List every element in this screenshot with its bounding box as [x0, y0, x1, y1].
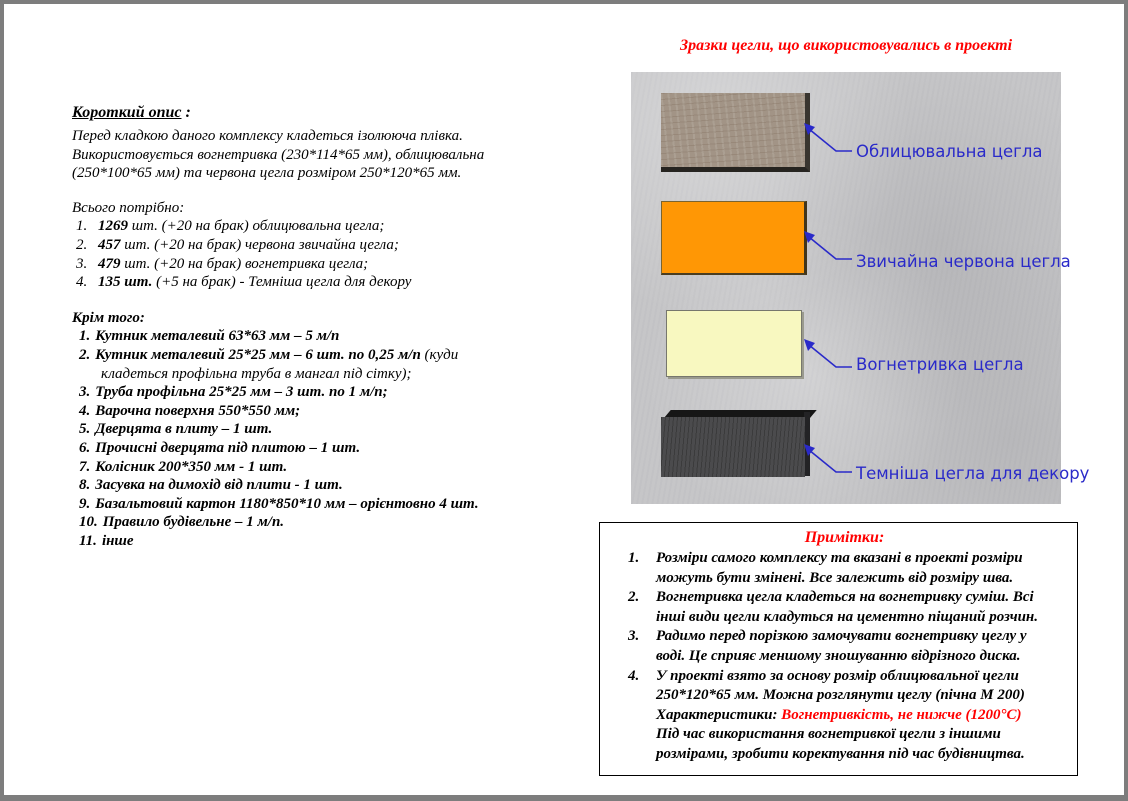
extras-heading: Крім того:	[72, 309, 145, 326]
note-number: 4.	[628, 667, 640, 684]
note-line: Вогнетривка цегла кладеться на вогнетривку суміш. Всі	[656, 589, 1034, 606]
red-brick-image	[661, 201, 807, 275]
description-line: (250*100*65 мм) та червона цегла розміром 250*120*65 мм.	[72, 165, 462, 182]
dark-brick-image	[661, 417, 805, 477]
note-line: розмірами, зробити коректування під час будівництва.	[656, 745, 1025, 762]
extras-item	[72, 439, 572, 458]
item-text: Кутник металевий 25*25 мм – 6 шт. по 0,25 м/п	[95, 346, 421, 363]
sample-label-red-brick: Звичайна червона цегла	[856, 252, 1071, 271]
notes-heading: Примітки:	[804, 529, 885, 546]
note-text	[656, 627, 1061, 666]
item-quantity: 457	[98, 236, 121, 253]
item-number: 5.	[79, 421, 91, 438]
description-line: Перед кладкою даного комплексу кладеться ізолююча плівка.	[72, 128, 463, 144]
item-text: (+5 на брак) - Темніша цегла для декору	[152, 274, 412, 291]
item-text: Кутник металевий 63*63 мм – 5 м/п	[95, 328, 340, 345]
description-line: Використовується вогнетривка (230*114*65 мм), облицювальна	[72, 146, 485, 163]
item-text: шт. (+20 на брак) облицювальна цегла;	[128, 218, 385, 235]
extras-item	[72, 458, 572, 477]
extras-item	[72, 420, 572, 439]
extras-item-continuation: кладеться профільна труба в мангал під сітку);	[101, 365, 412, 382]
item-text: Засувка на димохід від плити - 1 шт.	[95, 477, 343, 494]
spacer	[72, 183, 572, 199]
fire-resistance-highlight: Вогнетривкість, не нижче (1200°С)	[781, 706, 1022, 723]
total-item	[72, 236, 572, 255]
note-item	[628, 627, 1061, 666]
item-text: Колісник 200*350 мм - 1 шт.	[95, 458, 288, 475]
extras-item	[72, 495, 572, 514]
item-number: 4.	[79, 402, 91, 419]
item-quantity: 479	[98, 255, 121, 272]
notes-box	[599, 522, 1078, 776]
facing-brick-image	[661, 93, 810, 172]
item-number: 9.	[79, 495, 91, 512]
note-line: інші види цегли кладуться на цементно піщаний розчин.	[656, 608, 1039, 625]
extras-item	[72, 327, 572, 346]
note-line: можуть бути змінені. Все залежить від розміру шва.	[656, 569, 1014, 586]
total-item	[72, 217, 572, 236]
extras-item	[72, 383, 572, 402]
item-text: Базальтовий картон 1180*850*10 мм – орієнтовно 4 шт.	[95, 495, 479, 512]
item-text: Дверцята в плиту – 1 шт.	[95, 421, 273, 438]
sample-label-firebrick: Вогнетривка цегла	[856, 355, 1024, 374]
note-line: Під час використання вогнетривкої цегли з іншими	[656, 726, 1001, 743]
item-text: інше	[101, 532, 134, 549]
item-number: 7.	[79, 458, 91, 475]
note-item	[628, 588, 1061, 627]
note-line: 250*120*65 мм. Можна розглянути цеглу (пічна М 200)	[656, 687, 1025, 704]
item-number: 1.	[76, 218, 88, 235]
callout-arrow-icon	[802, 338, 856, 372]
note-text	[656, 588, 1061, 627]
firebrick-image	[666, 310, 802, 377]
item-text: Правило будівельне – 1 м/п.	[102, 514, 285, 531]
short-description-heading-colon: :	[181, 104, 191, 121]
item-number: 10.	[79, 514, 98, 531]
note-line	[656, 706, 1061, 726]
item-number: 6.	[79, 439, 91, 456]
item-number: 3.	[76, 255, 88, 272]
item-text: шт. (+20 на брак) вогнетривка цегла;	[120, 255, 369, 272]
extras-item	[72, 476, 572, 495]
note-characteristics-label: Характеристики:	[656, 706, 782, 723]
extras-item	[72, 513, 572, 532]
note-line: У проекті взято за основу розмір облицювальної цегли	[656, 667, 1019, 684]
sample-label-facing-brick: Облицювальна цегла	[856, 142, 1043, 161]
note-line: Радимо перед порізкою замочувати вогнетривку цеглу у	[656, 628, 1027, 645]
item-quantity: 135 шт.	[98, 274, 153, 291]
short-description-heading	[72, 104, 572, 122]
short-description-heading-text: Короткий опис	[72, 104, 182, 121]
item-text: Труба профільна 25*25 мм – 3 шт. по 1 м/п;	[95, 384, 388, 401]
note-number: 2.	[628, 589, 640, 606]
note-line: Розміри самого комплексу та вказані в проекті розміри	[656, 550, 1023, 566]
item-quantity: 1269	[98, 218, 128, 235]
total-item	[72, 255, 572, 274]
item-number: 8.	[79, 477, 91, 494]
callout-arrow-icon	[802, 122, 856, 156]
note-text	[656, 549, 1061, 588]
note-line: воді. Це сприяє меншому зношуванню відрізного диска.	[656, 647, 1021, 664]
item-text: Варочна поверхня 550*550 мм;	[95, 402, 301, 419]
note-item	[628, 667, 1061, 765]
item-number: 2.	[79, 346, 91, 363]
item-text: шт. (+20 на брак) червона звичайна цегла;	[120, 236, 399, 253]
item-number: 4.	[76, 274, 88, 291]
spacer	[72, 292, 572, 309]
item-text-regular: (куди	[420, 346, 459, 363]
extras-item	[72, 402, 572, 421]
brick-samples-title: Зразки цегли, що використовувались в проекті	[679, 37, 1013, 54]
brick-samples-photo	[631, 72, 1090, 504]
note-item	[628, 549, 1061, 588]
callout-arrow-icon	[802, 443, 856, 477]
note-text	[656, 667, 1061, 765]
item-text: Прочисні дверцята під плитою – 1 шт.	[95, 439, 361, 456]
item-number: 3.	[79, 384, 91, 401]
item-number: 1.	[79, 328, 91, 345]
note-number: 1.	[628, 550, 640, 566]
short-description-section	[72, 104, 572, 550]
note-number: 3.	[628, 628, 640, 645]
item-number: 11.	[79, 532, 97, 549]
total-needed-heading: Всього потрібно:	[72, 199, 185, 216]
extras-item	[72, 346, 572, 365]
extras-item	[72, 532, 572, 551]
total-item	[72, 273, 572, 292]
sample-label-dark-brick: Темніша цегла для декору	[856, 464, 1090, 483]
callout-arrow-icon	[802, 230, 856, 264]
item-number: 2.	[76, 236, 88, 253]
